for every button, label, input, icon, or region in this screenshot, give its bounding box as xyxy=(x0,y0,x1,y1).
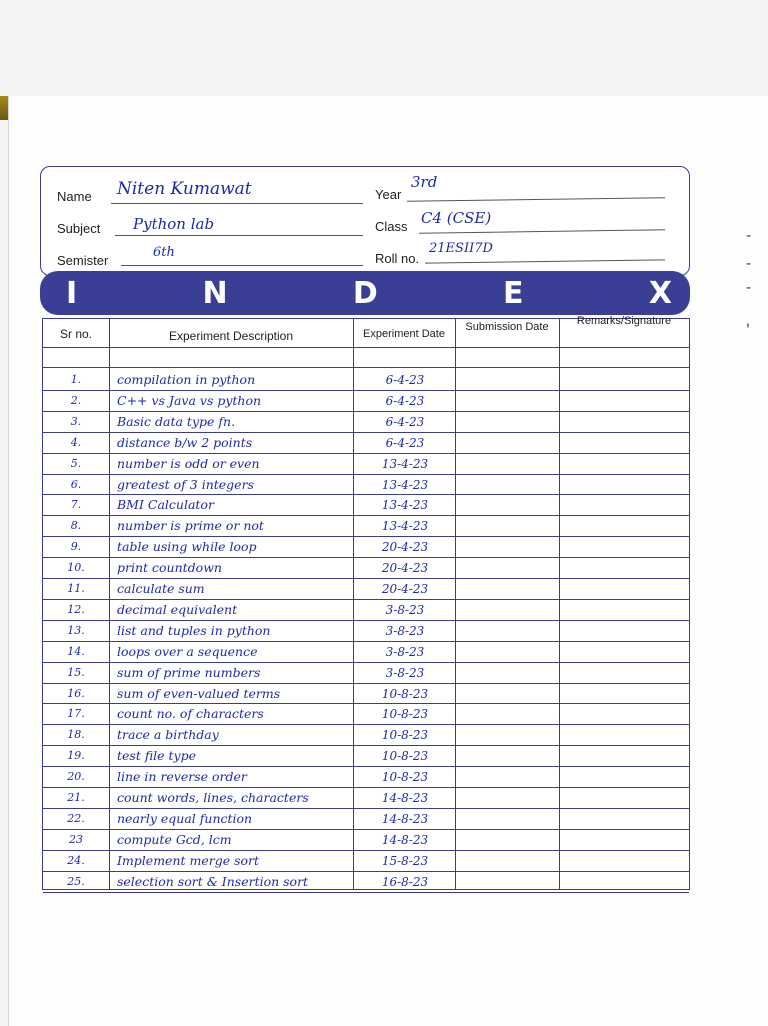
row-description: selection sort & Insertion sort xyxy=(117,873,309,889)
row-sr-no: 1. xyxy=(70,373,82,386)
row-description: list and tuples in python xyxy=(117,622,271,638)
row-experiment-date: 14-8-23 xyxy=(381,791,429,805)
row-experiment-date: 6-4-23 xyxy=(385,435,425,450)
row-sr-no: 7. xyxy=(70,498,82,512)
banner-letter: E xyxy=(503,275,524,311)
row-experiment-date: 16-8-23 xyxy=(381,874,429,889)
header-sr-no: Sr no. xyxy=(59,327,92,341)
row-experiment-date: 13-4-23 xyxy=(381,477,429,492)
margin-mark: - xyxy=(746,280,752,296)
row-description: C++ vs Java vs python xyxy=(117,392,262,408)
class-label: Class xyxy=(375,219,408,234)
row-sr-no: 18. xyxy=(67,728,85,742)
margin-mark: - xyxy=(746,256,752,272)
row-experiment-date: 10-8-23 xyxy=(381,749,429,764)
row-sr-no: 10. xyxy=(67,561,85,575)
row-experiment-date: 10-8-23 xyxy=(381,686,429,701)
row-sr-no: 9. xyxy=(70,540,82,554)
row-sr-no: 14. xyxy=(67,644,85,658)
row-sr-no: 11. xyxy=(67,582,85,595)
row-sr-no: 17. xyxy=(67,707,85,721)
row-experiment-date: 10-8-23 xyxy=(381,707,429,722)
row-description: Basic data type fn. xyxy=(117,413,236,429)
row-sr-no: 24. xyxy=(67,853,85,867)
row-sr-no: 25. xyxy=(67,874,85,888)
name-value: Niten Kumawat xyxy=(117,179,252,199)
student-info-card xyxy=(40,166,690,276)
row-sr-no: 20. xyxy=(67,770,85,784)
row-sr-no: 15. xyxy=(67,665,85,679)
row-description: compilation in python xyxy=(117,372,256,387)
row-sr-no: 2. xyxy=(70,393,82,407)
banner-letter: D xyxy=(352,275,378,311)
row-description: table using while loop xyxy=(117,539,257,555)
row-experiment-date: 15-8-23 xyxy=(381,853,429,868)
margin-mark: - xyxy=(746,228,752,244)
row-description: sum of even-valued terms xyxy=(117,685,281,701)
banner-letter: N xyxy=(202,275,228,311)
roll-value: 21ESII7D xyxy=(429,241,493,256)
row-experiment-date: 14-8-23 xyxy=(381,832,429,847)
row-description: count words, lines, characters xyxy=(117,790,309,805)
row-description: distance b/w 2 points xyxy=(117,434,253,450)
row-experiment-date: 14-8-23 xyxy=(381,811,429,826)
row-sr-no: 23 xyxy=(69,832,83,846)
row-sr-no: 22. xyxy=(67,811,85,825)
year-label: Year xyxy=(375,187,402,202)
row-experiment-date: 10-8-23 xyxy=(381,728,429,743)
row-experiment-date: 3-8-23 xyxy=(385,644,425,659)
year-value: 3rd xyxy=(411,173,438,191)
row-sr-no: 21. xyxy=(67,791,85,804)
row-experiment-date: 13-4-23 xyxy=(381,519,429,534)
header-submission-date: Submission Date xyxy=(465,321,549,333)
index-table xyxy=(42,315,690,890)
row-sr-no: 6. xyxy=(70,477,82,491)
row-experiment-date: 13-4-23 xyxy=(381,456,429,471)
header-remarks: Remarks/Signature xyxy=(576,315,672,327)
row-experiment-date: 6-4-23 xyxy=(385,414,425,429)
row-experiment-date: 20-4-23 xyxy=(381,561,429,576)
row-description: Implement merge sort xyxy=(117,852,260,868)
row-description: trace a birthday xyxy=(117,727,219,743)
row-description: line in reverse order xyxy=(117,769,247,785)
row-experiment-date: 10-8-23 xyxy=(381,770,429,785)
row-description: loops over a sequence xyxy=(117,643,258,659)
row-description: print countdown xyxy=(117,560,222,576)
row-experiment-date: 20-4-23 xyxy=(381,540,429,555)
row-rule xyxy=(43,892,689,893)
row-description: test file type xyxy=(117,748,197,764)
row-experiment-date: 13-4-23 xyxy=(381,498,429,513)
row-experiment-date: 3-8-23 xyxy=(385,623,425,638)
row-sr-no: 5. xyxy=(70,456,82,470)
row-description: number is odd or even xyxy=(117,455,260,471)
row-description: BMI Calculator xyxy=(117,497,214,513)
row-sr-no: 16. xyxy=(67,686,85,700)
row-description: compute Gcd, lcm xyxy=(117,831,232,847)
row-sr-no: 12. xyxy=(67,602,85,616)
row-experiment-date: 3-8-23 xyxy=(385,665,425,680)
banner-letter: X xyxy=(648,275,672,311)
row-description: decimal equivalent xyxy=(117,601,238,617)
subject-value: Python lab xyxy=(133,215,215,233)
row-sr-no: 19. xyxy=(67,749,85,763)
class-value: C4 (CSE) xyxy=(421,209,492,227)
row-description: count no. of characters xyxy=(117,706,264,722)
row-experiment-date: 6-4-23 xyxy=(385,373,425,387)
row-description: nearly equal function xyxy=(117,810,253,826)
row-experiment-date: 20-4-23 xyxy=(381,582,429,596)
semister-label: Semister xyxy=(57,253,109,268)
header-description: Experiment Description xyxy=(168,329,294,343)
row-sr-no: 3. xyxy=(70,414,82,428)
row-description: sum of prime numbers xyxy=(117,664,261,680)
margin-mark: ' xyxy=(746,322,750,338)
row-sr-no: 8. xyxy=(70,519,82,533)
row-experiment-date: 6-4-23 xyxy=(385,393,425,408)
roll-label: Roll no. xyxy=(375,251,420,266)
header-experiment-date: Experiment Date xyxy=(363,328,445,340)
index-banner xyxy=(40,271,690,315)
semister-value: 6th xyxy=(153,245,175,260)
row-sr-no: 13. xyxy=(67,623,85,637)
row-description: number is prime or not xyxy=(117,518,264,534)
row-description: calculate sum xyxy=(117,581,205,596)
row-sr-no: 4. xyxy=(70,435,82,449)
banner-letter: I xyxy=(66,275,78,311)
row-experiment-date: 3-8-23 xyxy=(385,602,425,617)
row-description: greatest of 3 integers xyxy=(117,476,254,492)
name-label: Name xyxy=(57,189,92,204)
subject-label: Subject xyxy=(57,221,101,236)
